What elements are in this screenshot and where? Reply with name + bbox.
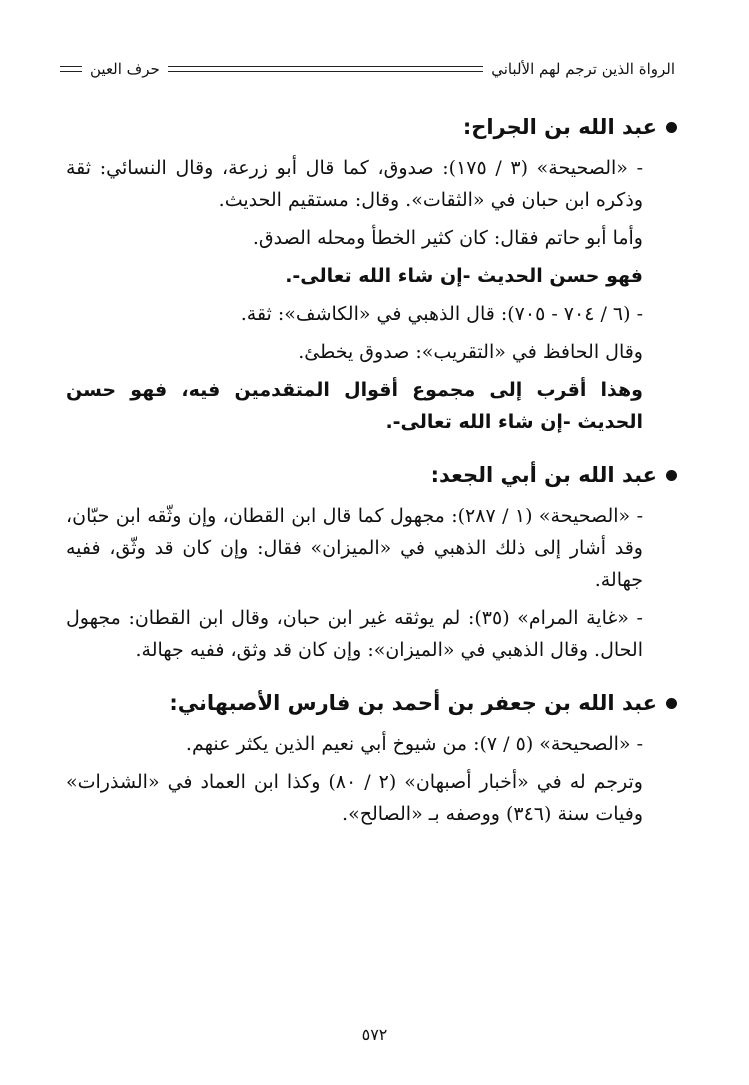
header-end-rule [60, 66, 82, 72]
entry [66, 458, 677, 666]
entry-paragraph: - «الصحيحة» (٣ / ١٧٥): صدوق، كما قال أبو زرعة، وقال النسائي: ثقة وذكره ابن حبان في «الثقات». وقال: مستقيم الحديث. [66, 157, 643, 211]
entry-paragraph: وأما أبو حاتم فقال: كان كثير الخطأ ومحله الصدق. [252, 227, 643, 249]
entry-paragraph: وترجم له في «أخبار أصبهان» (٢ / ٨٠) وكذا ابن العماد في «الشذرات» وفيات سنة (٣٤٦) ووصفه بـ «الصالح». [66, 771, 643, 825]
entry [66, 110, 677, 438]
entry [66, 686, 677, 830]
bullet-icon [666, 122, 677, 133]
bullet-icon [666, 470, 677, 481]
bullet-icon [666, 698, 677, 709]
entry-title [66, 686, 677, 720]
entry-title-text: عبد الله بن أبي الجعد: [430, 463, 657, 487]
header-rule [168, 66, 483, 72]
entry-title-text: عبد الله بن جعفر بن أحمد بن فارس الأصبهاني: [169, 691, 657, 715]
entry-paragraph: - «غاية المرام» (٣٥): لم يوثقه غير ابن حبان، وقال ابن القطان: مجهول الحال. وقال الذهبي في «الميزان»: وإن كان قد وثق، ففيه جهالة. [66, 607, 643, 661]
entry-paragraph: وقال الحافظ في «التقريب»: صدوق يخطئ. [298, 341, 643, 363]
running-header-title: الرواة الذين ترجم لهم الألباني [491, 60, 675, 78]
running-header-chapter: حرف العين [90, 60, 160, 78]
entry-verdict: وهذا أقرب إلى مجموع أقوال المتقدمين فيه، فهو حسن الحديث -إن شاء الله تعالى-. [66, 379, 643, 433]
entry-paragraph: - «الصحيحة» (٥ / ٧): من شيوخ أبي نعيم الذين يكثر عنهم. [185, 733, 643, 755]
entry-paragraph: - «الصحيحة» (١ / ٢٨٧): مجهول كما قال ابن القطان، وإن وثّقه ابن حبّان، وقد أشار إلى ذلك الذهبي في «الميزان» فقال: وإن كان قد وثّق، ففيه جهالة. [66, 505, 643, 591]
entry-title-text: عبد الله بن الجراح: [462, 115, 657, 139]
entry-paragraph: - (٦ / ٧٠٤ - ٧٠٥): قال الذهبي في «الكاشف»: ثقة. [240, 303, 643, 325]
entry-title [66, 110, 677, 144]
entry-title [66, 458, 677, 492]
entry-verdict: فهو حسن الحديث -إن شاء الله تعالى-. [285, 265, 643, 287]
running-header [60, 55, 675, 83]
page-number: ٥٧٢ [361, 1025, 388, 1044]
page-content [66, 110, 677, 836]
